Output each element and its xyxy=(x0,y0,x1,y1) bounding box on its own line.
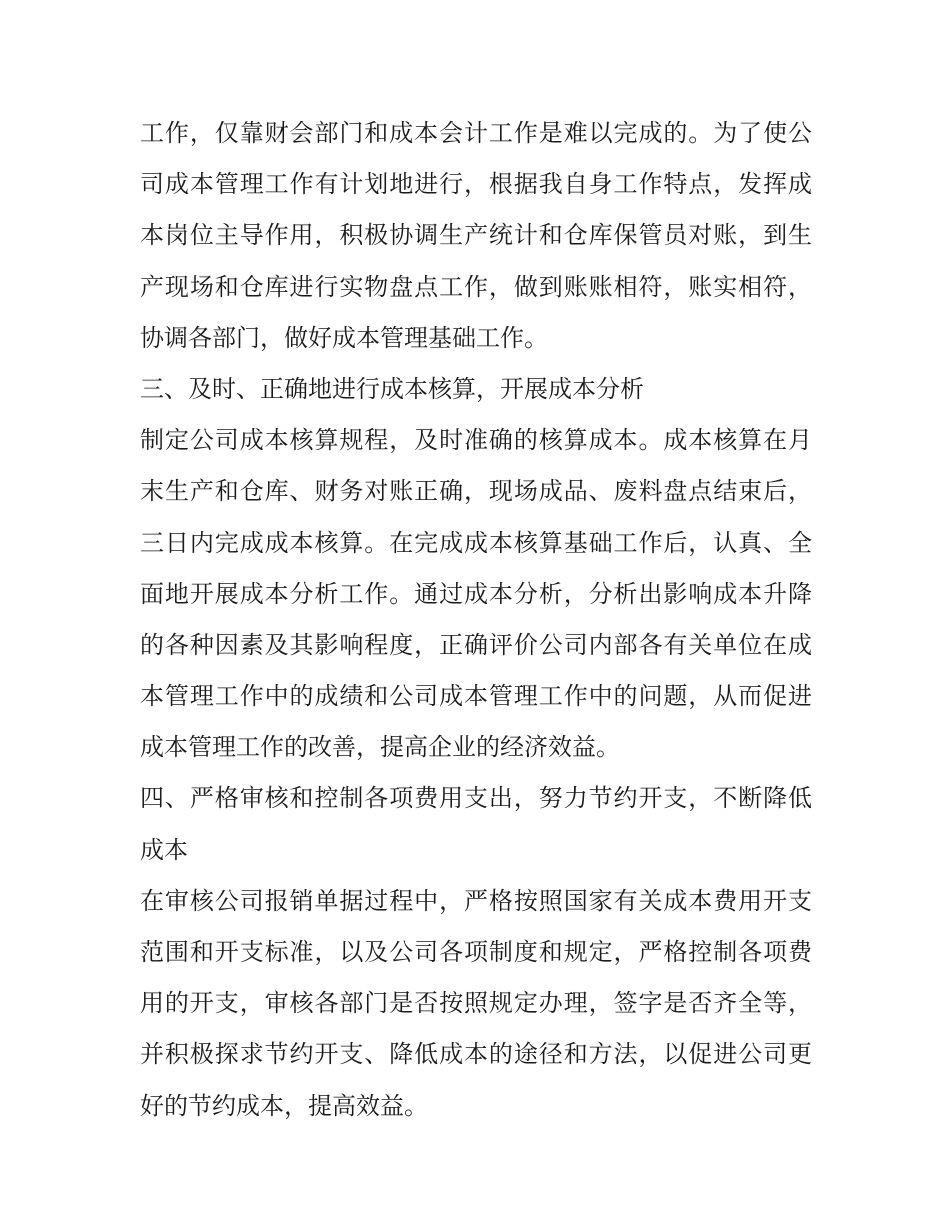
text-line: 末生产和仓库、财务对账正确，现场成品、废料盘点结束后， xyxy=(140,477,812,506)
text-line: 并积极探求节约开支、降低成本的途径和方法，以促进公司更 xyxy=(140,1040,812,1069)
section-heading-4: 四、严格审核和控制各项费用支出，努力节约开支，不断降低 xyxy=(140,784,812,813)
text-line: 的各种因素及其影响程度，正确评价公司内部各有关单位在成 xyxy=(140,630,812,659)
text-line: 司成本管理工作有计划地进行，根据我自身工作特点，发挥成 xyxy=(140,170,812,199)
text-line: 三日内完成成本核算。在完成成本核算基础工作后，认真、全 xyxy=(140,528,812,557)
text-line: 本管理工作中的成绩和公司成本管理工作中的问题，从而促进 xyxy=(140,682,812,711)
text-line: 在审核公司报销单据过程中，严格按照国家有关成本费用开支 xyxy=(140,886,812,915)
text-line: 好的节约成本，提高效益。 xyxy=(140,1091,428,1120)
text-line: 制定公司成本核算规程，及时准确的核算成本。成本核算在月 xyxy=(140,426,812,455)
text-line: 范围和开支标准，以及公司各项制度和规定，严格控制各项费 xyxy=(140,938,812,966)
text-line: 本岗位主导作用，积极协调生产统计和仓库保管员对账，到生 xyxy=(140,221,812,250)
text-line: 产现场和仓库进行实物盘点工作，做到账账相符，账实相符， xyxy=(140,272,812,301)
text-line: 协调各部门，做好成本管理基础工作。 xyxy=(140,323,548,352)
section-heading-4-cont: 成本 xyxy=(140,835,188,864)
section-heading-3: 三、及时、正确地进行成本核算，开展成本分析 xyxy=(140,374,644,403)
text-line: 面地开展成本分析工作。通过成本分析，分析出影响成本升降 xyxy=(140,579,812,608)
text-line: 用的开支，审核各部门是否按照规定办理，签字是否齐全等， xyxy=(140,989,812,1018)
text-line: 工作，仅靠财会部门和成本会计工作是难以完成的。为了使公 xyxy=(140,119,812,147)
text-line: 成本管理工作的改善，提高企业的经济效益。 xyxy=(140,733,620,762)
body-text xyxy=(140,108,812,1132)
